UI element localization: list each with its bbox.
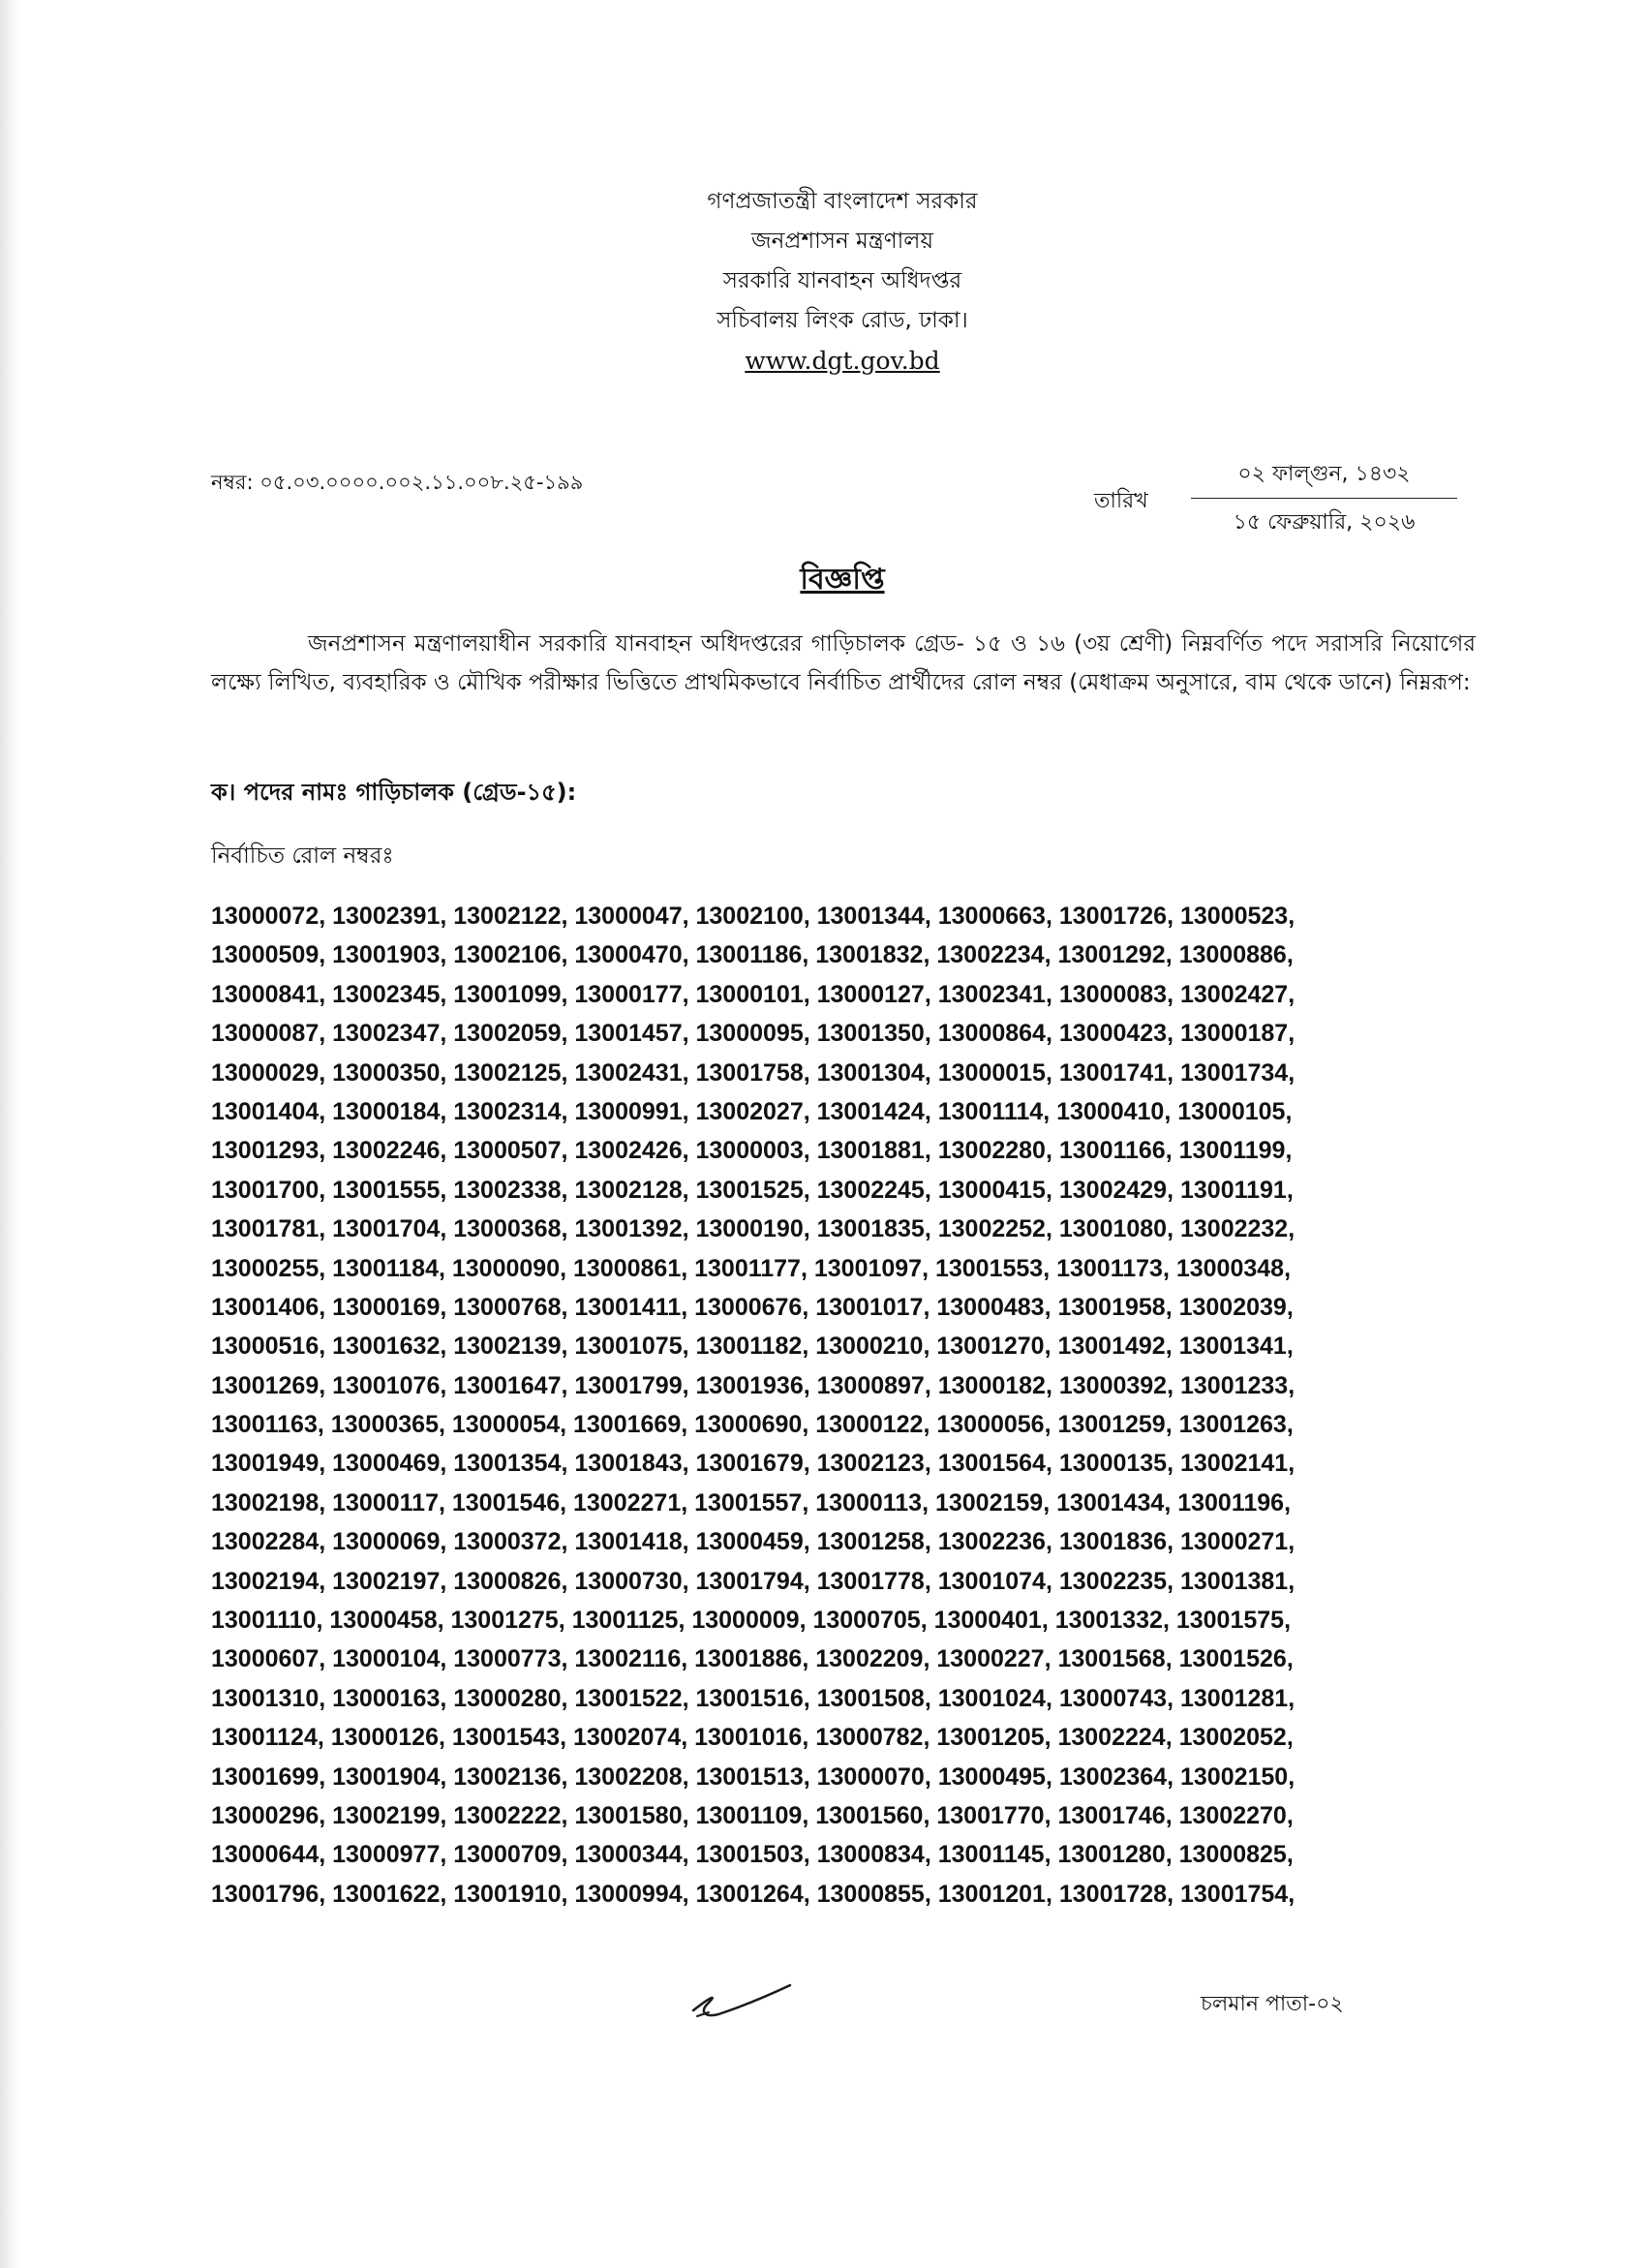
roll-row: 13001699, 13001904, 13002136, 13002208, 13001513, 13000070, 13000495, 13002364, 13002150, bbox=[211, 1762, 1295, 1791]
roll-row: 13000087, 13002347, 13002059, 13001457, 13000095, 13001350, 13000864, 13000423, 13000187, bbox=[211, 1020, 1295, 1048]
roll-row: 13000607, 13000104, 13000773, 13002116, 13001886, 13002209, 13000227, 13001568, 13001526, bbox=[211, 1645, 1294, 1673]
continued-page-note: চলমান পাতা-০২ bbox=[1201, 1992, 1344, 2016]
roll-row: 13000644, 13000977, 13000709, 13000344, 13001503, 13000834, 13001145, 13001280, 13000825, bbox=[211, 1841, 1294, 1869]
roll-row: 13000841, 13002345, 13001099, 13000177, 13000101, 13000127, 13002341, 13000083, 13002427, bbox=[211, 980, 1295, 1008]
roll-row: 13001781, 13001704, 13000368, 13001392, 13000190, 13001835, 13002252, 13001080, 13002232, bbox=[211, 1215, 1295, 1243]
date-label: তারিখ bbox=[1094, 489, 1148, 513]
section-heading: ক। পদের নামঃ গাড়িচালক (গ্রেড-১৫): bbox=[211, 779, 577, 806]
roll-row: 13000296, 13002199, 13002222, 13001580, 13001109, 13001560, 13001770, 13001746, 13002270, bbox=[211, 1801, 1294, 1829]
intro-paragraph: জনপ্রশাসন মন্ত্রণালয়াধীন সরকারি যানবাহন অধিদপ্তরের গাড়িচালক গ্রেড- ১৫ ও ১৬ (৩য় শ্রেণী) নিম্নবর্ণিত পদে সরাসরি নিয়োগের লক্ষ্যে লিখিত, ব্যবহারিক ও মৌখিক পরীক্ষার ভিত্তিতে প্রাথমিকভাবে নির্বাচিত প্রার্থীদের রোল নম্বর (মেধাক্রম অনুসারে, বাম থেকে ডানে) নিম্নরূপ: bbox=[211, 631, 1476, 695]
roll-row: 13001406, 13000169, 13000768, 13001411, 13000676, 13001017, 13000483, 13001958, 13002039, bbox=[211, 1293, 1294, 1321]
letterhead-ministry: জনপ্রশাসন মন্ত্রণালয় bbox=[751, 229, 933, 254]
memo-number: নম্বর: ০৫.০৩.০০০০.০০২.১১.০০৮.২৫-১৯৯ bbox=[211, 471, 584, 494]
roll-row: 13001269, 13001076, 13001647, 13001799, 13001936, 13000897, 13000182, 13000392, 13001233, bbox=[211, 1371, 1295, 1399]
roll-row: 13001310, 13000163, 13000280, 13001522, 13001516, 13001508, 13001024, 13000743, 13001281, bbox=[211, 1684, 1295, 1712]
roll-row: 13001796, 13001622, 13001910, 13000994, 13001264, 13000855, 13001201, 13001728, 13001754, bbox=[211, 1880, 1295, 1908]
roll-row: 13000029, 13000350, 13002125, 13002431, 13001758, 13001304, 13000015, 13001741, 13001734, bbox=[211, 1058, 1295, 1087]
letterhead-department: সরকারি যানবাহন অধিদপ্তর bbox=[722, 268, 962, 293]
date-block bbox=[1191, 455, 1457, 539]
letterhead-address: সচিবালয় লিংক রোড, ঢাকা। bbox=[716, 308, 968, 333]
roll-row: 13001700, 13001555, 13002338, 13002128, 13001525, 13002245, 13000415, 13002429, 13001191, bbox=[211, 1176, 1294, 1204]
roll-label: নির্বাচিত রোল নম্বরঃ bbox=[211, 843, 394, 869]
roll-row: 13000072, 13002391, 13002122, 13000047, 13002100, 13001344, 13000663, 13001726, 13000523, bbox=[211, 903, 1295, 930]
date-bangla: ০২ ফাল্গুন, ১৪৩২ bbox=[1237, 462, 1411, 486]
date-divider bbox=[1191, 498, 1457, 499]
roll-row: 13002198, 13000117, 13001546, 13002271, 13001557, 13000113, 13002159, 13001434, 13001196, bbox=[211, 1488, 1292, 1517]
roll-row: 13000509, 13001903, 13002106, 13000470, 13001186, 13001832, 13002234, 13001292, 13000886, bbox=[211, 941, 1294, 969]
notice-title: বিজ্ঞপ্তি bbox=[800, 563, 885, 597]
roll-row: 13001293, 13002246, 13000507, 13002426, 13000003, 13001881, 13002280, 13001166, 13001199, bbox=[211, 1137, 1293, 1165]
roll-number-list bbox=[211, 897, 1489, 1914]
date-gregorian: ১৫ ফেব্রুয়ারি, ২০২৬ bbox=[1233, 510, 1416, 535]
roll-row: 13002194, 13002197, 13000826, 13000730, 13001794, 13001778, 13001074, 13002235, 13001381, bbox=[211, 1567, 1295, 1595]
signature-mark bbox=[689, 1977, 796, 2026]
roll-row: 13001163, 13000365, 13000054, 13001669, 13000690, 13000122, 13000056, 13001259, 13001263, bbox=[211, 1411, 1294, 1439]
letterhead-website-link[interactable]: www.dgt.gov.bd bbox=[745, 347, 940, 375]
roll-row: 13001110, 13000458, 13001275, 13001125, 13000009, 13000705, 13000401, 13001332, 13001575, bbox=[211, 1607, 1292, 1635]
roll-row: 13000255, 13001184, 13000090, 13000861, 13001177, 13001097, 13001553, 13001173, 13000348, bbox=[211, 1254, 1292, 1282]
letterhead-government: গণপ্রজাতন্ত্রী বাংলাদেশ সরকার bbox=[707, 189, 978, 214]
roll-row: 13001404, 13000184, 13002314, 13000991, 13002027, 13001424, 13001114, 13000410, 13000105, bbox=[211, 1097, 1293, 1125]
roll-row: 13001949, 13000469, 13001354, 13001843, 13001679, 13002123, 13001564, 13000135, 13002141, bbox=[211, 1450, 1295, 1478]
letterhead bbox=[0, 182, 1646, 381]
roll-row: 13002284, 13000069, 13000372, 13001418, 13000459, 13001258, 13002236, 13001836, 13000271, bbox=[211, 1528, 1295, 1556]
roll-row: 13000516, 13001632, 13002139, 13001075, 13001182, 13000210, 13001270, 13001492, 13001341, bbox=[211, 1333, 1294, 1361]
roll-row: 13001124, 13000126, 13001543, 13002074, 13001016, 13000782, 13001205, 13002224, 13002052, bbox=[211, 1724, 1294, 1752]
